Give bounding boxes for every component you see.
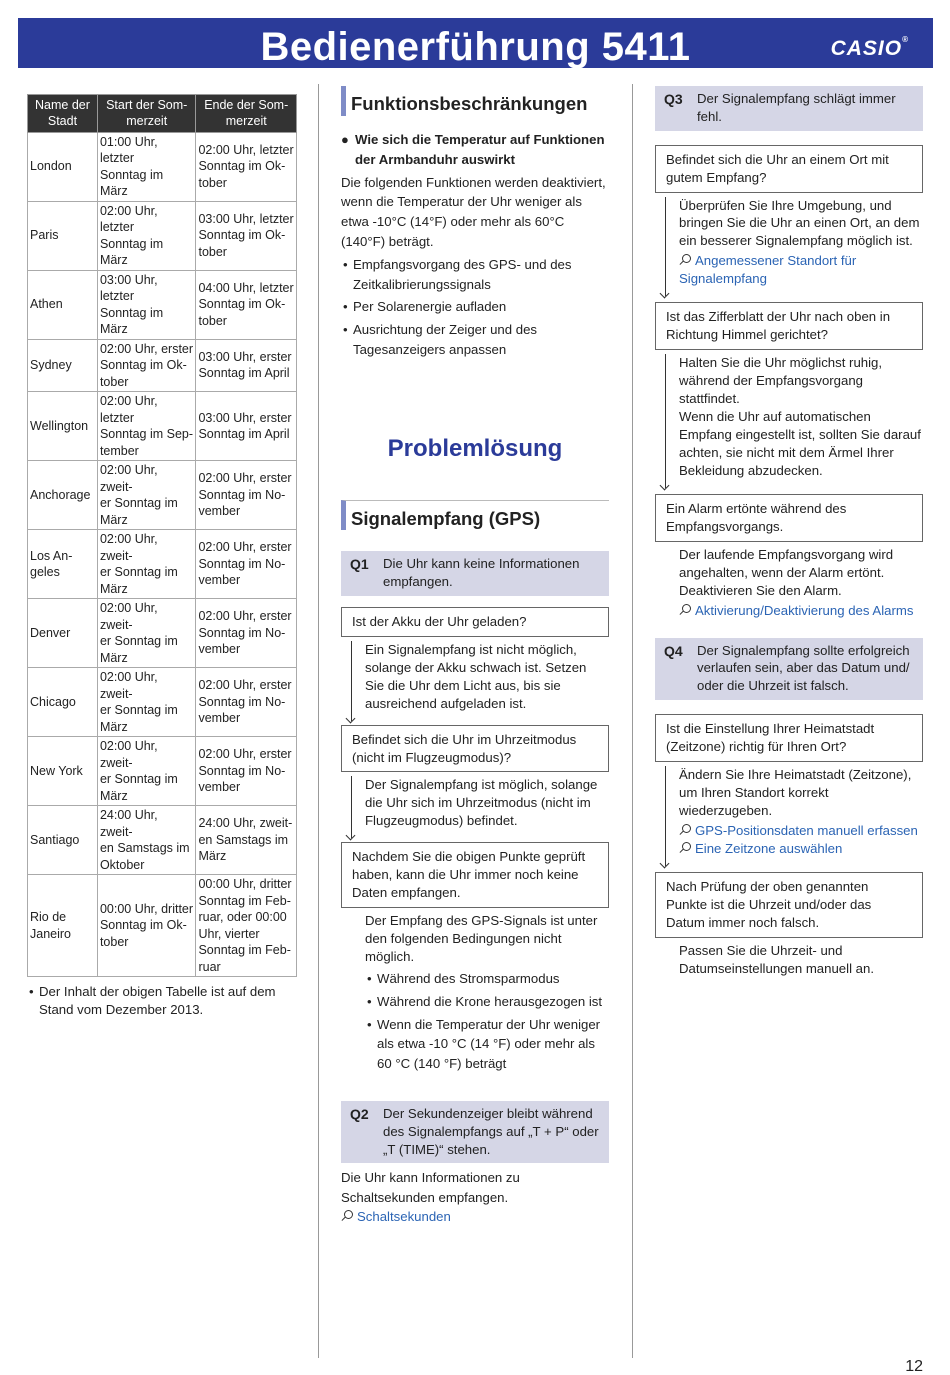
column-divider — [632, 84, 633, 1358]
link-standort[interactable]: Angemessener Standort für Signalempfang — [679, 253, 857, 287]
table-row — [28, 132, 297, 201]
table-header: Start der Som- merzeit — [97, 95, 196, 133]
lead-text: ● Wie sich die Temperatur auf Funktionen der Armbanduhr auswirkt — [341, 132, 605, 167]
dst-table — [27, 94, 297, 977]
link-alarm[interactable]: Aktivierung/Deaktivierung des Alarms — [679, 602, 923, 620]
page-title: Bedienerführung 5411 — [260, 25, 691, 69]
table-row — [28, 392, 297, 461]
check-box: Nachdem Sie die obigen Punkte geprüft haben, kann die Uhr immer noch keine Daten empfangen. — [341, 842, 609, 908]
dst-end-cell: 02:00 Uhr, erster Sonntag im No- vember — [196, 599, 297, 668]
answer-text: Passen Sie die Uhrzeit- und Datumseinstellungen manuell an. — [679, 942, 874, 976]
list-item: • Wenn die Temperatur der Uhr weniger als etwa -10 °C (14 °F) oder mehr als 60 °C (140 °F) beträgt — [365, 1015, 609, 1074]
dst-end-cell: 03:00 Uhr, erster Sonntag im April — [196, 339, 297, 392]
dst-end-cell: 02:00 Uhr, erster Sonntag im No- vember — [196, 461, 297, 530]
function-list — [341, 255, 609, 360]
table-note: • Der Inhalt der obigen Tabelle ist auf dem Stand vom Dezember 2013. — [29, 984, 276, 1017]
dst-start-cell: 02:00 Uhr, zweit- er Sonntag im März — [97, 530, 196, 599]
city-cell: Chicago — [28, 668, 98, 737]
magnifier-icon — [679, 824, 692, 837]
link-gps-daten[interactable]: GPS-Positionsdaten manuell erfassen — [679, 822, 923, 840]
dst-end-cell: 00:00 Uhr, dritter Sonntag im Feb- ruar, oder 00:00 Uhr, vierter Sonntag im Feb- ruar — [196, 875, 297, 977]
table-row — [28, 806, 297, 875]
list-item: • Per Solarenergie aufladen — [341, 297, 609, 317]
check-box: Nach Prüfung der oben genannten Punkte ist die Uhrzeit und/oder das Datum immer noch falsch. — [655, 872, 923, 938]
city-cell: Anchorage — [28, 461, 98, 530]
list-item: • Ausrichtung der Zeiger und des Tagesanzeigers anpassen — [341, 320, 609, 360]
city-cell: London — [28, 132, 98, 201]
list-item: • Während die Krone herausgezogen ist — [365, 992, 609, 1012]
check-box: Ein Alarm ertönte während des Empfangsvorgangs. — [655, 494, 923, 542]
check-box: Ist das Zifferblatt der Uhr nach oben in Richtung Himmel gerichtet? — [655, 302, 923, 350]
dst-end-cell: 02:00 Uhr, erster Sonntag im No- vember — [196, 737, 297, 806]
dst-end-cell: 02:00 Uhr, erster Sonntag im No- vember — [196, 530, 297, 599]
page-number: 12 — [905, 1358, 923, 1375]
section-heading: Signalempfang (GPS) — [341, 500, 609, 530]
dst-start-cell: 02:00 Uhr, erster Sonntag im Ok- tober — [97, 339, 196, 392]
magnifier-icon — [679, 842, 692, 855]
magnifier-icon — [341, 1210, 354, 1223]
dst-end-cell: 02:00 Uhr, letzter Sonntag im Ok- tober — [196, 132, 297, 201]
city-cell: Paris — [28, 201, 98, 270]
question-q2: Q2 Der Sekundenzeiger bleibt während des Signalempfangs auf „T + P“ oder „T (TIME)“ stehen. — [341, 1101, 609, 1163]
answer-text: Der Empfang des GPS-Signals ist unter den folgenden Bedingungen nicht möglich. • Während des Stromsparmodus • Während die Krone herausgezogen ist • Wenn die Temperatur der Uhr weniger als etwa -10 °C (14 °F) oder mehr als 60 °C (140 °F) beträgt — [341, 912, 609, 1074]
city-cell: Sydney — [28, 339, 98, 392]
city-cell: Wellington — [28, 392, 98, 461]
link-zeitzone[interactable]: Eine Zeitzone auswählen — [679, 840, 923, 858]
list-item: • Empfangsvorgang des GPS- und des Zeitkalibrierungssignals — [341, 255, 609, 295]
brand-logo: CASIO® — [830, 35, 909, 60]
body-text: Die folgenden Funktionen werden deaktiviert, wenn die Temperatur der Uhr weniger als etwa -10°C (14°F) oder mehr als 60°C (140°F) beträgt. — [341, 174, 606, 249]
dst-start-cell: 02:00 Uhr, letzter Sonntag im März — [97, 201, 196, 270]
table-row — [28, 875, 297, 977]
magnifier-icon — [679, 254, 692, 267]
table-row — [28, 201, 297, 270]
answer-text: Ändern Sie Ihre Heimatstadt (Zeitzone), um Ihren Standort korrekt wiederzugeben. GPS-Positionsdaten manuell erfassen Eine Zeitzone auswählen — [655, 766, 923, 858]
check-box: Befindet sich die Uhr an einem Ort mit gutem Empfang? — [655, 145, 923, 193]
city-cell: Denver — [28, 599, 98, 668]
dst-start-cell: 03:00 Uhr, letzter Sonntag im März — [97, 270, 196, 339]
city-cell: Athen — [28, 270, 98, 339]
link-schaltsekunden[interactable]: Schaltsekunden — [341, 1208, 609, 1226]
answer-text: Der Signalempfang ist möglich, solange die Uhr sich im Uhrzeitmodus (nicht im Flugzeugmodus) befindet. — [341, 776, 609, 830]
check-box: Befindet sich die Uhr im Uhrzeitmodus (nicht im Flugzeugmodus)? — [341, 725, 609, 773]
table-row — [28, 270, 297, 339]
dst-end-cell: 03:00 Uhr, erster Sonntag im April — [196, 392, 297, 461]
dst-table-section — [27, 94, 297, 1019]
section-heading: Funktionsbeschränkungen — [341, 86, 609, 116]
dst-end-cell: 03:00 Uhr, letzter Sonntag im Ok- tober — [196, 201, 297, 270]
answer-text: Ein Signalempfang ist nicht möglich, solange der Akku schwach ist. Setzen Sie die Uhr dem Licht aus, bis sie ausreichend aufgeladen ist. — [341, 641, 609, 713]
problem-title: Problemlösung — [387, 434, 563, 462]
dst-end-cell: 02:00 Uhr, erster Sonntag im No- vember — [196, 668, 297, 737]
answer-text: Der laufende Empfangsvorgang wird angehalten, wenn der Alarm ertönt. Deaktivieren Sie den Alarm. Aktivierung/Deaktivierung des Alarms — [655, 546, 923, 620]
dst-start-cell: 02:00 Uhr, letzter Sonntag im Sep- tember — [97, 392, 196, 461]
table-header: Name der Stadt — [28, 95, 98, 133]
check-box: Ist der Akku der Uhr geladen? — [341, 607, 609, 637]
dst-start-cell: 24:00 Uhr, zweit- en Samstags im Oktober — [97, 806, 196, 875]
table-row — [28, 737, 297, 806]
city-cell: Los An- geles — [28, 530, 98, 599]
dst-end-cell: 04:00 Uhr, letzter Sonntag im Ok- tober — [196, 270, 297, 339]
magnifier-icon — [679, 604, 692, 617]
list-item: • Während des Stromsparmodus — [365, 969, 609, 989]
question-q1: Q1 Die Uhr kann keine Informationen empfangen. — [341, 551, 609, 596]
city-cell: New York — [28, 737, 98, 806]
dst-start-cell: 00:00 Uhr, dritter Sonntag im Ok- tober — [97, 875, 196, 977]
dst-end-cell: 24:00 Uhr, zweit- en Samstags im März — [196, 806, 297, 875]
dst-start-cell: 02:00 Uhr, zweit- er Sonntag im März — [97, 668, 196, 737]
table-row — [28, 461, 297, 530]
question-q4: Q4 Der Signalempfang sollte erfolgreich verlaufen sein, aber das Datum und/ oder die Uhrzeit ist falsch. — [655, 638, 923, 700]
check-box: Ist die Einstellung Ihrer Heimatstadt (Zeitzone) richtig für Ihren Ort? — [655, 714, 923, 762]
answer-text: Die Uhr kann Informationen zu Schaltsekunden empfangen. — [341, 1170, 520, 1206]
dst-start-cell: 02:00 Uhr, zweit- er Sonntag im März — [97, 737, 196, 806]
question-q3: Q3 Der Signalempfang schlägt immer fehl. — [655, 86, 923, 131]
table-row — [28, 668, 297, 737]
dst-start-cell: 02:00 Uhr, zweit- er Sonntag im März — [97, 461, 196, 530]
table-row — [28, 599, 297, 668]
table-header: Ende der Som- merzeit — [196, 95, 297, 133]
table-row — [28, 530, 297, 599]
column-right — [655, 86, 923, 977]
answer-text: Halten Sie die Uhr möglichst ruhig, während der Empfangsvorgang stattfindet. Wenn die Uhr auf automatischen Empfang eingestellt ist, sollten Sie darauf achten, sie nicht mit dem Ärmel Ihrer Bekleidung abzudecken. — [655, 354, 923, 480]
city-cell: Rio de Janeiro — [28, 875, 98, 977]
column-middle — [341, 86, 609, 1226]
dst-start-cell: 01:00 Uhr, letzter Sonntag im März — [97, 132, 196, 201]
column-divider — [318, 84, 319, 1358]
header-bar — [18, 18, 933, 68]
table-row — [28, 339, 297, 392]
city-cell: Santiago — [28, 806, 98, 875]
answer-text: Überprüfen Sie Ihre Umgebung, und bringen Sie die Uhr an einen Ort, an dem ein besserer Signalempfang möglich ist. Angemessener Standort für Signalempfang — [655, 197, 923, 289]
dst-start-cell: 02:00 Uhr, zweit- er Sonntag im März — [97, 599, 196, 668]
